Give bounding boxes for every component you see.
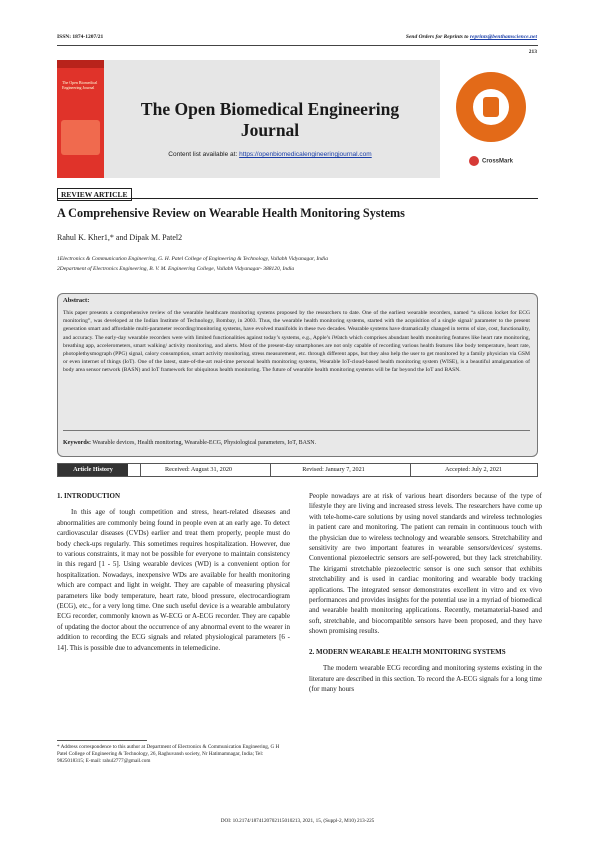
article-type-rule [57,198,538,199]
keywords-line [63,440,530,446]
seal-core [483,97,499,117]
content-list-line [110,151,430,158]
reprints-prefix: Send Orders for Reprints to [405,34,470,40]
received-date: Received: August 31, 2020 [140,464,256,476]
keywords-list: Wearable devices, Health monitoring, Wearable-ECG, Physiological parameters, IoT, BASN. [91,440,317,446]
doi-footer: DOI: 10.2174/1874120702115010213, 2021, 15, (Suppl-2, M10) 213-225 [220,818,375,824]
accepted-date: Accepted: July 2, 2021 [410,464,536,476]
correspondence-footnote: * Address correspondence to this author at Department of Electronics & Communication Engineering, G H Patel College of Engineering & Technology, 26, Raghuvansh society, Nr Hatimamnagar, India; Tel: 9825018315; E-mail: rahul2777@gmail.com [57,744,280,765]
revised-date: Revised: January 7, 2021 [270,464,396,476]
header-rule [57,45,538,46]
cover-text: The Open Biomedical Engineering Journal [62,80,98,90]
content-list-prefix: Content list available at: [168,151,240,158]
history-label: Article History [58,464,128,476]
author-list: Rahul K. Kher1,* and Dipak M. Patel2 [57,233,183,242]
left-column [57,491,290,653]
intro-heading: 1. INTRODUCTION [57,492,121,500]
abstract-text: This paper presents a comprehensive review of the wearable healthcare monitoring systems proposed by the researchers to date. One of the earliest wearable recorders, named “a silicon locket for ECG monitoring”, was developed at the Indian Institute of Technology, Bombay, in 2003. Thus, the wearable health monitoring systems, started with the acquisition of a single signal/ parameter to the present generation smart and affordable multi-parameter recording/monitoring systems, have evolved manifolds in these two decades. Wearable systems have dramatically changed in terms of size, cost, functionality, and accuracy. The early-day wearable recorders were with limited functionalities against today’s systems, e.g., Apple’s iWatch which comprises abundant health monitoring features like heart rate monitoring, breathing app, accelerometers, smart walking/ activity monitoring, and alerts. Most of the present-day smartphones are not only capable of recording various health features like body temperature, heart rate, photoplethysmograph (PPG) signal, calory consumption, smart activity monitoring, stress measurement, etc. through different apps, but they also help the user to get monitored by a family physician via GSM or even internet of things (IoT). One of the latest, state-of-the-art real-time personal health monitoring systems, Wearable IoT-cloud-based health monitoring system (WISE), is a beautiful amalgamation of body area sensor network (BASN) and IoT framework for ubiquitous health monitoring. The future of wearable health monitoring systems will be far beyond the IoT and BASN. [63,310,530,374]
reprints-notice [406,34,537,40]
crossmark-icon [469,156,479,166]
right-column [309,491,542,694]
right-paragraph-1: People nowadays are at risk of various heart disorders because of the type of lifestyle they are living and increased stress levels. The researchers have come up with tele-home-care solutions by using novel standards and wireless technologies in patient care and monitoring. The patient can remain in continuous touch with the physician due to wireless technology and wearable sensors. Stretchability and sensitivity are two important features in wearable sensors/devices/ systems. Conventional piezoelectric sensors are self-powered, but they lack stretchability. The kirigami stretchable piezoelectric sensor is one such sensor that exhibits stretchability and is used in cardiac monitoring and wearable body tracking applications. The integrated sensor demonstrates excellent in vitro and ex vivo performances and provides insights for the potential use in a myriad of biomedical and wearable health monitoring applications. Recently, metamaterial-based and soft, stretchable, and biocompatible sensors have been proposed, and they have shown promising results. [309,492,542,636]
section2-heading: 2. MODERN WEARABLE HEALTH MONITORING SYSTEMS [309,647,506,656]
crossmark-button[interactable] [469,156,527,170]
article-type-label: REVIEW ARTICLE [57,188,132,201]
section2-paragraph: The modern wearable ECG recording and monitoring systems existing in the literature are described in this section. To record the A-ECG signals for a long time (for many hours [309,664,542,693]
keywords-label: Keywords: [63,440,91,446]
article-history-bar [57,463,538,477]
article-title: A Comprehensive Review on Wearable Health Monitoring Systems [57,206,405,220]
footnote-rule [57,740,147,741]
journal-title: The Open Biomedical Engineering Journal [140,99,400,140]
abstract-heading: Abstract: [63,297,90,304]
reprints-email-link[interactable]: reprints@benthamscience.net [469,34,537,40]
journal-url-link[interactable]: https://openbiomedicalengineeringjournal.com [239,151,372,158]
abstract-divider [63,430,530,431]
issn-label: ISSN: 1874-1207/21 [57,34,104,40]
affiliation-1: 1Electronics & Communication Engineering, G. H. Patel College of Engineering & Technology, Vallabh Vidyanagar, India [57,256,328,262]
intro-paragraph: In this age of tough competition and stress, heart-related diseases and abnormalities are commonly being found in people even at an early age. To detect cardiovascular diseases (CVDs) earlier and treat them properly, people must do body check-ups regularly. This sometimes requires hospitalization. However, due to various constraints, it may not be possible for everyone to maintain consistency in this regard [1 - 5]. Using wearable devices (WD) is a convenient option for hospitalization. Nowadays, inexpensive WDs are available for health monitoring which are compact and light in weight. They are capable of measuring physical parameters like body temperature, heart rate, blood pressure, electrocardiogram (ECG), etc., for a very long time. One such useful device is a wearable ambulatory ECG recorder, commonly known as W-ECG or A-ECG recorder. They are capable of updating the doctor about the occurrence of any abnormal event to the wearer in addition to recording the ECG signals and related physiological parameters [6 - 14]. This is possible due to advancements in telemedicine. [57,508,290,652]
crossmark-label: CrossMark [482,158,514,165]
affiliation-2: 2Department of Electronics Engineering, B. V. M. Engineering College, Vallabh Vidyanagar- 388120, India [57,266,295,272]
journal-cover-image [57,60,104,178]
page-number: 213 [528,49,537,55]
